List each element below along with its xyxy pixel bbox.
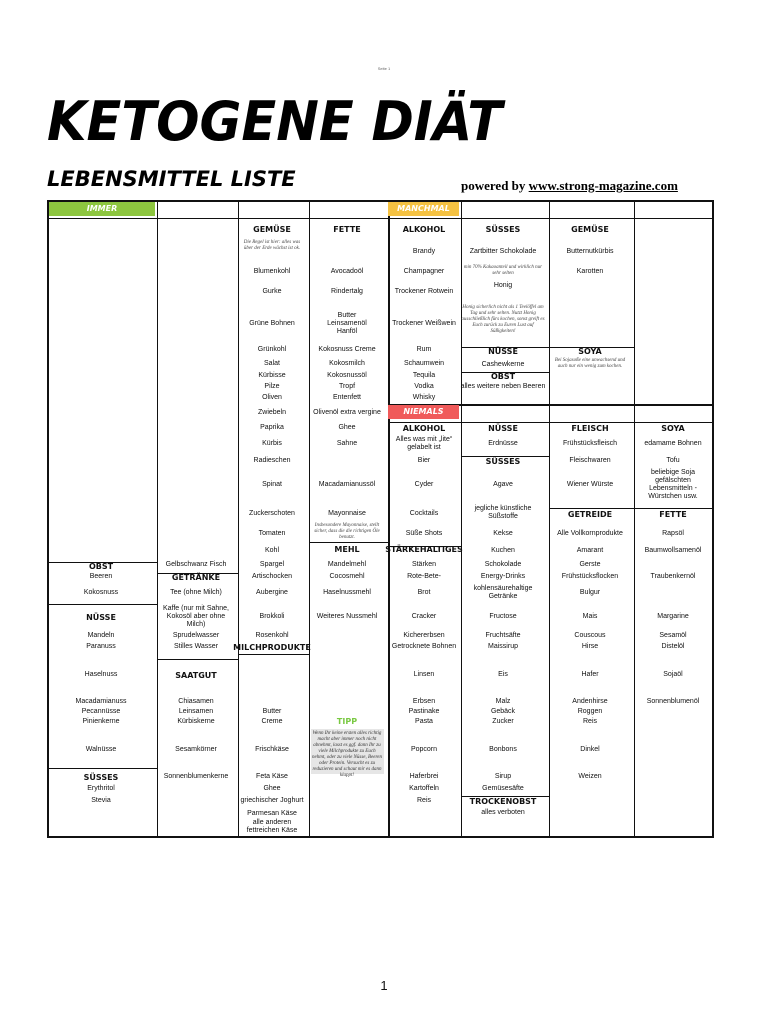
list-item: Kartoffeln (409, 785, 439, 792)
list-item: Frühstücksflocken (561, 573, 619, 580)
page-title: KETOGENE DIÄT (47, 91, 503, 154)
list-item: Sojaöl (663, 671, 683, 678)
grid-line (157, 202, 158, 836)
list-item: Brokkoli (259, 613, 285, 620)
list-item: Roggen (577, 708, 603, 715)
grid-line (238, 202, 239, 836)
list-item: Vodka (414, 383, 434, 390)
list-item: Mais (582, 613, 598, 620)
list-item: Baumwollsamenöl (644, 547, 702, 554)
list-item: Kürbis (262, 440, 282, 447)
list-item: Tropf (338, 383, 356, 390)
tipp-text: Wenn Ihr keine ersten alles richtig macht aber immer noch nicht abnehmt, lasst es ggf. dann Ihr zu viele Milchprodukte zu Euch nehmt, oder zu viele Nüsse, Beeren oder Protein. Versucht es zu reduzieren und schaut mir es dann klappt! (312, 731, 382, 778)
list-item: Schokolade (484, 561, 522, 568)
list-item: Kaffe (nur mit Sahne, Kokosöl aber ohne Milch) (162, 605, 230, 628)
section-tag-manchmal: MANCHMAL (388, 202, 459, 216)
list-item: Trockener Rotwein (394, 288, 454, 295)
list-item: Agave (493, 481, 513, 488)
list-item: Fructose (489, 613, 517, 620)
list-item: Erythritol (87, 785, 115, 792)
list-item: Zuckerschoten (249, 510, 295, 517)
grid-line (549, 508, 634, 509)
immer-nuesse-header: NÜSSE (86, 613, 116, 622)
grid-line (49, 218, 712, 219)
list-item: Cocosmehl (329, 573, 365, 580)
list-item: Sesamkörner (175, 746, 217, 753)
list-item: Hafer (581, 671, 599, 678)
list-item: Blumenkohl (253, 268, 291, 275)
list-item: Couscous (574, 632, 606, 639)
grid-line (388, 202, 390, 836)
niemals-suesses-header: SÜSSES (485, 457, 521, 466)
list-item: Grüne Bohnen (249, 320, 295, 327)
manchmal-suesses-header: SÜSSES (485, 225, 521, 234)
grid-line (49, 604, 157, 605)
list-item: Sesamöl (659, 632, 687, 639)
list-item: Frühstücksfleisch (562, 440, 618, 447)
list-item: Margarine (657, 613, 689, 620)
grid-line (309, 542, 388, 543)
list-item: Stilles Wasser (173, 643, 219, 650)
list-item: Fruchtsäfte (485, 632, 521, 639)
list-item: Butter (262, 708, 282, 715)
list-item: Zwiebeln (257, 409, 287, 416)
list-item: Spinat (262, 481, 282, 488)
list-item: Sahne (336, 440, 358, 447)
list-item: alles verboten (481, 809, 525, 816)
grid-line (157, 659, 238, 660)
grid-line (461, 202, 462, 836)
list-item: Fleischwaren (569, 457, 611, 464)
list-item: Macadamianuss (75, 698, 127, 705)
list-item: Kohl (264, 547, 280, 554)
list-item: jegliche künstliche Süßstoffe (474, 505, 532, 520)
niemals-alkohol-header: ALKOHOL (402, 424, 446, 433)
list-item: Reis (416, 797, 432, 804)
list-item: Walnüsse (85, 746, 117, 753)
list-item: Rote-Bete- (407, 573, 441, 580)
list-item: Tomaten (258, 530, 286, 537)
list-item: Kürbisse (258, 372, 286, 379)
list-item: Macadamianussöl (318, 481, 376, 488)
list-item: Haferbrei (409, 773, 439, 780)
list-item: Amarant (576, 547, 604, 554)
page-subtitle: LEBENSMITTEL LISTE (47, 167, 296, 191)
list-item: Erdnüsse (488, 440, 518, 447)
list-item: Erbsen (412, 698, 436, 705)
niemals-fette-header: FETTE (659, 510, 687, 519)
list-item: griechischer Joghurt (240, 797, 304, 804)
list-item: Reis (582, 718, 598, 725)
manchmal-suesses-note: min 70% Kakaoanteil und wirklich nur sehr selten (463, 265, 543, 276)
list-item: Distelöl (661, 643, 685, 650)
list-item: Grünkohl (257, 346, 287, 353)
list-item: Rosenkohl (255, 632, 289, 639)
list-item: Rum (416, 346, 432, 353)
list-item: Karotten (576, 268, 604, 275)
immer-suesses-header: SÜSSES (83, 773, 119, 782)
list-item: Malz (495, 698, 511, 705)
list-item: Paranuss (86, 643, 116, 650)
list-item: Kokosnuss Creme (318, 346, 376, 353)
list-item: Alles was mit „lite“ gelabelt ist (395, 436, 453, 451)
immer-gemuese-header: GEMÜSE (253, 225, 291, 234)
list-item: Beeren (89, 573, 113, 580)
list-item: Energy-Drinks (480, 573, 526, 580)
list-item: Salat (264, 360, 280, 367)
page-number: 1 (380, 978, 388, 993)
list-item: Bulgur (579, 589, 601, 596)
list-item: Rindertalg (331, 288, 363, 295)
section-tag-niemals: NIEMALS (388, 405, 459, 419)
immer-fette-header: FETTE (333, 225, 361, 234)
list-item: Pilze (264, 383, 280, 390)
list-item: Wiener Würste (566, 481, 614, 488)
list-item: Haselnuss (84, 671, 118, 678)
list-item: Feta Käse (256, 773, 288, 780)
immer-obst-header: OBST (88, 562, 114, 571)
niemals-trockenobst-header: TROCKENOBST (469, 797, 537, 806)
list-item: Chiasamen (178, 698, 214, 705)
tipp-label: TIPP (336, 717, 358, 726)
list-item: Brot (417, 589, 431, 596)
list-item: Rapsöl (662, 530, 684, 537)
manchmal-nuesse-header: NÜSSE (488, 347, 518, 356)
list-item: Gerste (579, 561, 601, 568)
list-item: Gurke (262, 288, 282, 295)
list-item: Bier (417, 457, 431, 464)
manchmal-obst-header: OBST (490, 372, 516, 381)
immer-mehl-header: MEHL (334, 545, 360, 554)
list-item: Leinsamen (178, 708, 214, 715)
list-item: Kokosnussöl (327, 372, 367, 379)
list-item: alles weitere neben Beeren (460, 383, 546, 390)
list-item: Andenhirse (572, 698, 608, 705)
list-item: Sonnenblumenöl (646, 698, 700, 705)
list-item: Weizen (578, 773, 602, 780)
list-item: Kuchen (491, 547, 515, 554)
grid-line (49, 768, 157, 769)
list-item: edamame Bohnen (644, 440, 702, 447)
list-item: Kokosnuss (83, 589, 119, 596)
list-item: Pasta (415, 718, 433, 725)
list-item: Popcorn (410, 746, 438, 753)
list-item: Weiteres Nussmehl (316, 613, 378, 620)
list-item: Traubenkernöl (650, 573, 696, 580)
list-item: Alle Vollkornprodukte (557, 530, 623, 537)
list-item: Stevia (91, 797, 111, 804)
list-item: Kürbiskerne (177, 718, 215, 725)
list-item: kohlensäurehaltige Getränke (473, 585, 533, 600)
list-item: Frischkäse (255, 746, 289, 753)
list-item: Cracker (411, 613, 437, 620)
list-item: Honig (493, 282, 513, 289)
list-item: Pecannüsse (81, 708, 121, 715)
immer-fette-note: Insbesondere Mayonnaise, stellt sicher, dass die die richtigen Öle benutzt. (314, 523, 380, 540)
list-item: Sonnenblumenkerne (163, 773, 229, 780)
list-item: Brandy (412, 248, 436, 255)
immer-gemuese-note: Die Regel ist hier: alles was über der Erde wächst ist ok. (243, 240, 301, 251)
niemals-nuesse-header: NÜSSE (488, 424, 518, 433)
list-item: Zucker (492, 718, 514, 725)
list-item: Butternutkürbis (566, 248, 614, 255)
list-item: Cocktails (409, 510, 439, 517)
list-item: Kekse (493, 530, 513, 537)
list-item: Champagner (403, 268, 445, 275)
manchmal-gemuese-header: GEMÜSE (571, 225, 609, 234)
list-item: Ghee (338, 424, 356, 431)
list-item: Dinkel (580, 746, 600, 753)
list-item: Zartbitter Schokolade (469, 248, 537, 255)
list-item: Cashewkerne (481, 361, 525, 368)
grid-line (634, 202, 635, 836)
list-item: Sirup (494, 773, 512, 780)
list-item: Paprika (260, 424, 284, 431)
manchmal-soya-header: SOYA (578, 347, 602, 356)
list-item: Eis (498, 671, 508, 678)
immer-getraenke-header: GETRÄNKE (171, 573, 221, 582)
list-item: Gebäck (490, 708, 516, 715)
list-item: Gelbschwanz Fisch (165, 561, 227, 568)
list-item: Kokosmilch (329, 360, 365, 367)
immer-saatgut-header: SAATGUT (175, 671, 217, 680)
page-header-label: Seite 1 (377, 66, 391, 71)
list-item: Mayonnaise (328, 510, 366, 517)
list-item: Bonbons (489, 746, 517, 753)
list-item: Whisky (412, 394, 436, 401)
immer-milch-header: MILCHPRODUKTE (233, 643, 311, 652)
list-item: Butter Leinsamenöl Hanföl (327, 312, 367, 335)
list-item: Stärken (411, 561, 437, 568)
grid-line (238, 654, 309, 655)
list-item: Radieschen (253, 457, 291, 464)
grid-line (549, 202, 550, 836)
powered-by (461, 178, 678, 194)
list-item: Gemüsesäfte (482, 785, 524, 792)
list-item: Schaumwein (403, 360, 445, 367)
niemals-staerke-header: STÄRKEHALTIGES (385, 545, 463, 554)
list-item: Mandelmehl (327, 561, 367, 568)
list-item: alle anderen fettreichen Käse (246, 819, 298, 834)
grid-line (388, 422, 712, 423)
list-item: Linsen (413, 671, 435, 678)
list-item: Trockener Weißwein (392, 320, 456, 327)
list-item: Olivenöl extra vergine (313, 409, 381, 416)
niemals-getreide-header: GETREIDE (567, 510, 613, 519)
niemals-fleisch-header: FLEISCH (571, 424, 609, 433)
list-item: Spargel (259, 561, 285, 568)
list-item: Pastinake (408, 708, 440, 715)
list-item: Parmesan Käse (247, 810, 297, 817)
list-item: Entenfett (332, 394, 362, 401)
list-item: Tequila (412, 372, 436, 379)
niemals-soya-header: SOYA (661, 424, 685, 433)
list-item: Artischocken (251, 573, 293, 580)
list-item: Creme (261, 718, 283, 725)
list-item: Haselnussmehl (323, 589, 371, 596)
list-item: Süße Shots (405, 530, 443, 537)
list-item: Mandeln (87, 632, 115, 639)
manchmal-honig-note: Honig sicherlich nicht als 1 Teelöffel am Tag und sehr selten. Nutzt Honig ausschließlich fürs kochen, sonst greift es Euch zurück zu Euren Lust auf Süßigkeiten! (461, 305, 545, 334)
grid-line (309, 202, 310, 836)
section-tag-immer: IMMER (49, 202, 155, 216)
manchmal-soya-note: Bei Sojasoße eine unwachsend und auch nur ein wenig zum kochen. (554, 358, 626, 369)
list-item: Aubergine (256, 589, 288, 596)
manchmal-alkohol-header: ALKOHOL (402, 225, 446, 234)
list-item: Hirse (581, 643, 599, 650)
list-item: Tee (ohne Milch) (170, 589, 222, 596)
list-item: Getrocknete Bohnen (391, 643, 457, 650)
list-item: Kichererbsen (403, 632, 445, 639)
list-item: Pinienkerne (82, 718, 120, 725)
list-item: Avocadoöl (330, 268, 364, 275)
list-item: Tofu (666, 457, 680, 464)
list-item: Cyder (414, 481, 434, 488)
grid-line (634, 508, 714, 509)
list-item: beliebige Soja gefälschten Lebensmitteln - Würstchen usw. (648, 469, 698, 500)
list-item: Oliven (262, 394, 282, 401)
powered-prefix: powered by (461, 178, 529, 193)
list-item: Sprudelwasser (172, 632, 220, 639)
website-link[interactable]: www.strong-magazine.com (528, 178, 678, 193)
list-item: Maissirup (488, 643, 518, 650)
list-item: Ghee (263, 785, 281, 792)
